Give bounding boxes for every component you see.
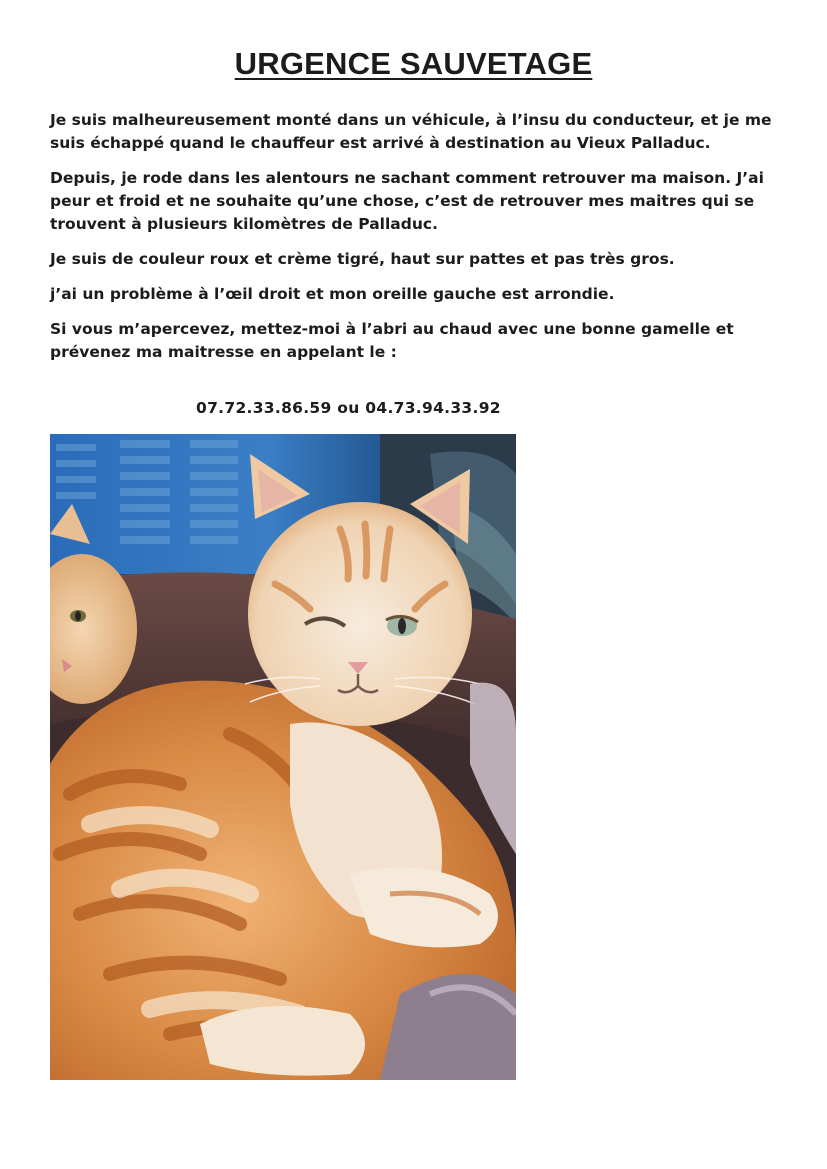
paragraph-escape: Je suis malheureusement monté dans un véhicule, à l’insu du conducteur, et je me suis échappé quand le chauffeur est arrivé à destination au Vieux Palladuc. <box>50 111 772 152</box>
phone-numbers: 07.72.33.86.59 ou 04.73.94.33.92 <box>196 399 501 417</box>
paragraph-features: j’ai un problème à l’œil droit et mon oreille gauche est arrondie. <box>50 285 615 303</box>
poster-title: URGENCE SAUVETAGE <box>234 46 593 81</box>
paragraph-description: Je suis de couleur roux et crème tigré, haut sur pattes et pas très gros. <box>50 250 675 268</box>
paragraph-lost: Depuis, je rode dans les alentours ne sachant comment retrouver ma maison. J’ai peur et froid et ne souhaite qu’une chose, c’est de retrouver mes maitres qui se trouvent à plusieurs kilomètres de Palladuc. <box>50 169 764 233</box>
poster-body <box>50 109 775 376</box>
paragraph-instructions: Si vous m’apercevez, mettez-moi à l’abri au chaud avec une bonne gamelle et prévenez ma maitresse en appelant le : <box>50 320 734 361</box>
cat-photo <box>50 434 516 1080</box>
